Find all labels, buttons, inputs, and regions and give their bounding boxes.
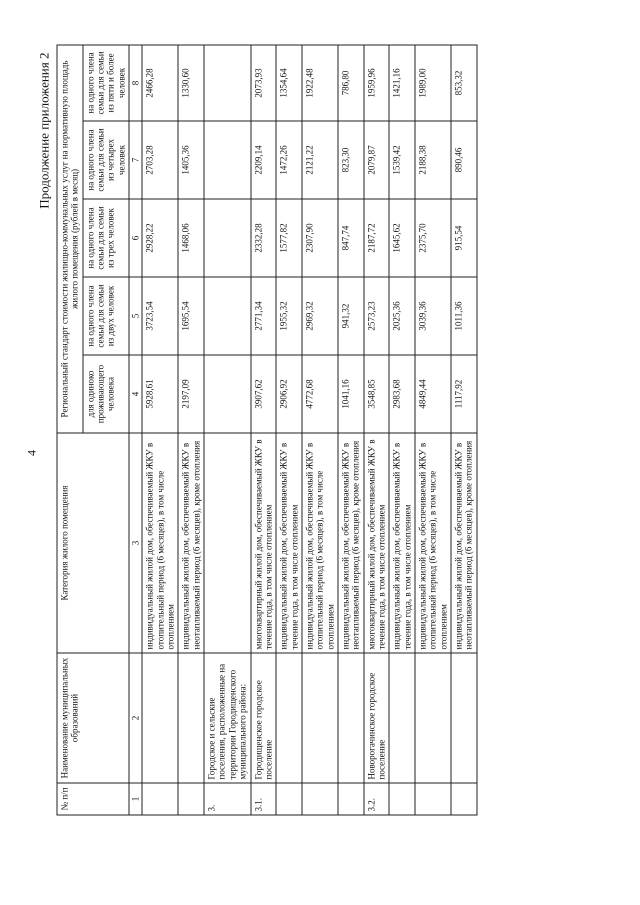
header-col-three: на одного члена семьи для семьи из трех человек <box>82 199 128 277</box>
row-municipality <box>301 653 337 783</box>
header-category: Категория жилого помещения <box>57 433 129 653</box>
value-cell: 1955,32 <box>276 277 302 355</box>
table-row <box>389 44 415 814</box>
row-municipality <box>389 653 415 783</box>
value-cell: 1041,16 <box>337 355 363 433</box>
value-cell: 2969,32 <box>301 277 337 355</box>
table-row <box>301 44 337 814</box>
row-municipality <box>142 653 178 783</box>
value-cell <box>204 355 250 433</box>
header-col-four: на одного члена семьи для семьи из четырех человек <box>82 121 128 199</box>
value-cell: 1922,48 <box>301 44 337 120</box>
value-cell: 1011,36 <box>451 277 477 355</box>
value-cell: 3907,62 <box>250 355 276 433</box>
row-num <box>276 783 302 815</box>
value-cell: 1645,62 <box>389 199 415 277</box>
table-row <box>204 44 250 814</box>
row-municipality <box>414 653 450 783</box>
value-cell: 3548,85 <box>363 355 389 433</box>
row-category: индивидуальный жилой дом, обеспечиваемый ЖКУ в отопительный период (6 месяцев), в том числе отоплением <box>414 433 450 653</box>
value-cell: 1695,54 <box>178 277 204 355</box>
row-num: 3.2. <box>363 783 389 815</box>
value-cell: 5928,61 <box>142 355 178 433</box>
value-cell: 2332,28 <box>250 199 276 277</box>
value-cell <box>204 277 250 355</box>
header-col-single: для одиноко проживающего человека <box>82 355 128 433</box>
row-category: индивидуальный жилой дом, обеспечиваемый ЖКУ в отопительный период (6 месяцев), в том числе отоплением <box>301 433 337 653</box>
value-cell: 1330,60 <box>178 44 204 120</box>
value-cell: 2121,22 <box>301 121 337 199</box>
row-category: индивидуальный жилой дом, обеспечиваемый ЖКУ в отопительный период (6 месяцев), в том числе отоплением <box>142 433 178 653</box>
value-cell: 2187,72 <box>363 199 389 277</box>
header-col-five-plus: на одного члена семьи для семьи из пяти и более человек <box>82 44 128 120</box>
index-cell: 5 <box>129 277 142 355</box>
value-cell: 1421,16 <box>389 44 415 120</box>
value-cell: 2197,09 <box>178 355 204 433</box>
table-row <box>142 44 178 814</box>
row-municipality: Новорогачинское городское поселение <box>363 653 389 783</box>
row-municipality <box>451 653 477 783</box>
header-col-two: на одного члена семьи для семьи из двух человек <box>82 277 128 355</box>
row-category: многоквартирный жилой дом, обеспечиваемый ЖКУ в течение года, в том числе отоплением <box>363 433 389 653</box>
row-municipality <box>276 653 302 783</box>
appendix-caption: Продолжение приложения 2 <box>36 52 51 209</box>
row-category: многоквартирный жилой дом, обеспечиваемый ЖКУ в течение года, в том числе отоплением <box>250 433 276 653</box>
row-municipality <box>178 653 204 783</box>
table-row <box>363 44 389 814</box>
row-category: индивидуальный жилой дом, обеспечиваемый ЖКУ в неотапливаемый период (6 месяцев), кроме отопления <box>337 433 363 653</box>
value-cell: 1539,42 <box>389 121 415 199</box>
index-cell: 2 <box>129 653 142 783</box>
index-cell: 1 <box>129 783 142 815</box>
value-cell: 3039,36 <box>414 277 450 355</box>
value-cell: 2188,38 <box>414 121 450 199</box>
index-cell: 6 <box>129 199 142 277</box>
row-num <box>301 783 337 815</box>
value-cell: 4849,44 <box>414 355 450 433</box>
value-cell: 853,32 <box>451 44 477 120</box>
table-row <box>337 44 363 814</box>
row-num <box>178 783 204 815</box>
row-category: индивидуальный жилой дом, обеспечиваемый ЖКУ в течение года, в том числе отоплением <box>389 433 415 653</box>
value-cell: 2703,28 <box>142 121 178 199</box>
table-row <box>451 44 477 814</box>
value-cell: 847,74 <box>337 199 363 277</box>
value-cell: 2209,14 <box>250 121 276 199</box>
value-cell: 2466,28 <box>142 44 178 120</box>
row-category: индивидуальный жилой дом, обеспечиваемый ЖКУ в течение года, в том числе отоплением <box>276 433 302 653</box>
table-row <box>178 44 204 814</box>
value-cell: 1959,96 <box>363 44 389 120</box>
row-category: индивидуальный жилой дом, обеспечиваемый ЖКУ в неотапливаемый период (6 месяцев), кроме отопления <box>451 433 477 653</box>
table-row <box>250 44 276 814</box>
value-cell: 2375,70 <box>414 199 450 277</box>
value-cell <box>204 121 250 199</box>
value-cell: 4772,68 <box>301 355 337 433</box>
row-category: индивидуальный жилой дом, обеспечиваемый ЖКУ в неотапливаемый период (6 месяцев), кроме отопления <box>178 433 204 653</box>
value-cell <box>204 44 250 120</box>
header-num: № п/п <box>57 783 129 815</box>
value-cell: 2983,68 <box>389 355 415 433</box>
standards-table <box>56 44 477 815</box>
value-cell: 3723,54 <box>142 277 178 355</box>
value-cell: 2928,22 <box>142 199 178 277</box>
value-cell: 1472,26 <box>276 121 302 199</box>
index-cell: 4 <box>129 355 142 433</box>
row-num <box>451 783 477 815</box>
row-num <box>389 783 415 815</box>
row-category <box>204 433 250 653</box>
header-municipality: Наименование муниципальных образований <box>57 653 129 783</box>
value-cell: 1405,36 <box>178 121 204 199</box>
value-cell: 2307,90 <box>301 199 337 277</box>
value-cell: 941,32 <box>337 277 363 355</box>
row-municipality <box>337 653 363 783</box>
row-municipality: Городское и сельские поселения, расположенные на территории Городищенского муниципального района: <box>204 653 250 783</box>
value-cell: 1354,64 <box>276 44 302 120</box>
value-cell: 2025,36 <box>389 277 415 355</box>
row-num <box>142 783 178 815</box>
row-num: 3.1. <box>250 783 276 815</box>
value-cell: 2073,93 <box>250 44 276 120</box>
row-num <box>337 783 363 815</box>
value-cell: 2906,92 <box>276 355 302 433</box>
value-cell: 2573,23 <box>363 277 389 355</box>
value-cell: 823,30 <box>337 121 363 199</box>
row-municipality: Городищенское городское поселение <box>250 653 276 783</box>
value-cell: 890,46 <box>451 121 477 199</box>
table-row <box>276 44 302 814</box>
page-number: 4 <box>24 449 38 456</box>
value-cell: 2079,87 <box>363 121 389 199</box>
index-cell: 7 <box>129 121 142 199</box>
row-num: 3. <box>204 783 250 815</box>
value-cell: 1468,06 <box>178 199 204 277</box>
value-cell: 1117,92 <box>451 355 477 433</box>
index-cell: 8 <box>129 44 142 120</box>
table-row <box>414 44 450 814</box>
value-cell: 1577,82 <box>276 199 302 277</box>
value-cell <box>204 199 250 277</box>
row-num <box>414 783 450 815</box>
index-cell: 3 <box>129 433 142 653</box>
header-standard-group: Региональный стандарт стоимости жилищно-коммунальных услуг на нормативную площадь жилого помещения (рублей в месяц) <box>57 44 83 432</box>
value-cell: 1989,00 <box>414 44 450 120</box>
value-cell: 915,54 <box>451 199 477 277</box>
value-cell: 2771,34 <box>250 277 276 355</box>
value-cell: 786,80 <box>337 44 363 120</box>
